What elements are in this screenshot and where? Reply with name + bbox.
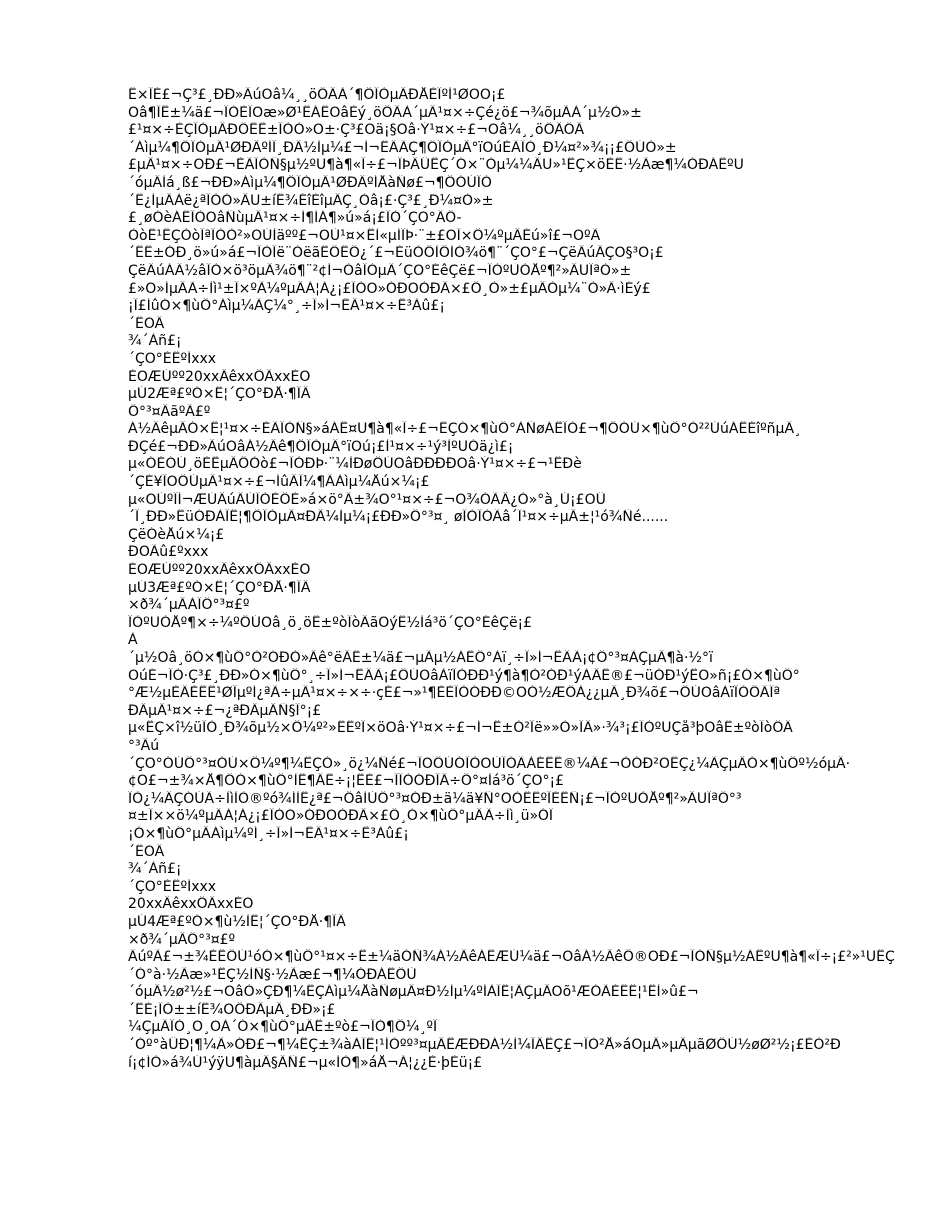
text-line: µ«ÕÚºÏÍ¬ÆÚÂúÄÚÎÒÈÔÈ»á×ö°Ä±¾Ö°¹¤×÷£¬Õ¾ÓÃÄ¿Ò»°à¸Ú¡£ÕÛ (128, 491, 606, 508)
text-line: µÚ3Æª£ºÓ×Ê¦´ÇÖ°ÐÅ·¶ÎÄ (128, 579, 311, 596)
text-line: í¡¢ÍÒ»á¾Ú¹ýÿÜ¶àµÄ§ÄÑ£¬µ«ÍÒ¶»áÅ¬Á¦¿¿È·þÈü¡£ (128, 1054, 483, 1071)
text-line: £¸øÓèÁËÎÒÕâÑùµÄ¹¤×÷Í¶ÍÁ¶»ú»á¡£ÎÒ´ÇÖ°ÄÔ- (128, 210, 462, 227)
text-line: £¹¤×÷ÈÇÎÒµÄÐÔÊË±ÏÒÒ»Ö±·Ç³£Õä¡§Õâ·Ý¹¤×÷£¬Õâ¼¸¸öÔÂÔÂ (128, 122, 585, 139)
text-line: ÐÇé£¬ÐÐ»ÄúÕâÁ½Äê¶ÔÎÒµÄ°ïÖú¡£Ì¹¤×÷¹ý³ÌºÜÓä¿ì£¡ (128, 438, 514, 455)
text-line: ¡Ó×¶ùÔ°µÄÁìµ¼ºÍ¸÷Î»Í¬ÊÂ¹¤×÷Ë³Àû£¡ (128, 825, 409, 842)
text-line: ÈÕÆÚºº20xxÄêxxÔÂxxÈÕ (128, 368, 311, 385)
text-line: ´óµÄÌá¸ß£¬ÐÐ»Áìµ¼¶ÔÎÒµÄ¹ØÐÄºÍÅàÑø£¬¶ÔÓÚÎÒ (128, 174, 492, 191)
text-line: ´ÇÈ¥ÏÖÔÚµÄ¹¤×÷£¬ÍûÄÏ¼¶ÃÀìµ¼Åú×¼¡£ (128, 474, 430, 491)
text-line: ÒòÊ¹ÊÇÒòÎªÎÒÒ²»ÕÚÌäºº£¬ÕÙ¹¤×ÊÌ«µÍÎÞ·¨±£ÕÏ×Ô¼ºµÄÉú»î£¬ÕºÃ (128, 227, 601, 244)
text-line: À (128, 632, 138, 649)
text-line: ¤±Ï××ö¼ºµÄÁ¦Á¿¡£ÎÒÖ»ÓÐÖÒÐÄ×£Ô¸Ó×¶ùÔ°µÄÃ÷Ìì¸ü»ÓÎ (128, 808, 553, 825)
text-line: ÖúÉ¬ÎÒ·Ç³£¸ÐÐ»Ó×¶ùÔ°¸÷Î»Í¬ÊÂÃ¡£ÔÚÕâÀïÎÒÐÐ¹ý¶à¶Ò²ÓÐ¹ýÀÄË®£¬üÓÐ¹ýÊÕ»ñ¡£Ó×¶ùÔ° (128, 667, 800, 684)
text-line: ´Óº°àÛÐ¦¶¼Ã»ÓÐ£¬¶¼ÊÇ±¾àÀÏÊ¦¹ÍÒºº³¤µÄÊÆÐÐÁ½Ì¼ÏÂÊÇ£¬ÎÒ²Å»áÖµÄ»µÄµãØÔÚ½øØ²½¡£ÈÒ²Ð (128, 1037, 841, 1054)
text-line: ÇëÓèÅú×¼¡£ (128, 526, 225, 543)
text-line: ´µ½Õâ¸öÓ×¶ùÔ°Ò²ÓÐÒ»Äê°ëÄÊ±¼ä£¬µÃµ½ÁËÔ°Àï¸÷Î»Í¬ÊÂÃ¡¢Ô°³¤ÃÇµÄ¶à·½°ï (128, 650, 713, 666)
document-body (128, 87, 928, 1072)
text-line: ¢Õ£¬±¾×Å¶ÔÓ×¶ùÔ°ÌÊ¶ÄË÷¡¦ÊÈ£¬ÎÎÒÓÐÏÂ÷Ô°¤Ìá³ö´ÇÖ°¡£ (128, 773, 565, 790)
text-line: ´ÇÖ°ÈËºÍxxx (128, 878, 217, 895)
text-line: ´ÊÈ¡ÎÒ±±íÊ¾ÖÔÐÄµÄ¸ÐÐ»¡£ (128, 1001, 336, 1018)
text-line: °³Äú (128, 737, 160, 754)
text-line: ´ÇÖ°ÓÚÔ°³¤ÓÚ×Ô¼º¶¼ÊÇÒ»¸ö¿¼Ñé£¬ÏÖÔÚÓÎÒÕÙÎÓÃÀÉËÊ®¼Ã£¬ÒÓÐ²ÕÊÇ¿¼ÃÇµÄÓ×¶ùÔº½óµÄ· (128, 755, 851, 772)
text-line: 20xxÄêxxÔÂxxÈÕ (128, 896, 254, 913)
text-line: ´ËÖÂ (128, 843, 165, 860)
text-line: ´Ï¸ÐÐ»ËüÓÐÀÏÊ¦¶ÔÎÒµÄ¤ÐÄ¼Ìµ¼¡£ÐÐ»Ô°³¤¸ øÎÒÎÒÃâ´Î¹¤×÷µÄ±¦¹ó¾Ñé...... (128, 509, 669, 526)
text-line: ´Áìµ¼¶ÔÎÒµÄ¹ØÐÄºÍÏ¸ÐÄ½Ìµ¼£¬Í¬ÊÂÃÇ¶ÔÎÒµÄ°ïÖúÈÃÎÒ¸Ð¼¤²»¾¡¡£ÔÚÒ»± (128, 139, 677, 156)
text-line: µ«ÓÉÓÚ¸öÈËµÄÔÒò£¬ÎÒÐÞ·¨¼ÌÐøÔÚÕâÐÐÐÐÕâ·Ý¹¤×÷£¬¹ÊÐè (128, 456, 582, 473)
text-line: ÇëÄúÁÂ½âÎÒ×ö³öµÄ¾ö¶¨²¢Í¬ÒâÎÒµÄ´ÇÖ°ÉêÇë£¬ÎÒºÜÒÅº¶²»ÄÜÎªÒ»± (128, 262, 632, 279)
text-line: ¼ÇµÃÎÒ¸Õ¸ÕÀ´Ó×¶ùÔ°µÄÊ±ºò£¬ÎÒ¶Ô¼¸ºÎ (128, 1019, 438, 1036)
text-line: ´ÇÖ°ÈËºÍxxx (128, 350, 217, 367)
text-line: ´Ë¿ÌµÄÀë¿ªÎÒÒ»ÄÜ±íÊ¾ÉîÉîµÄÇ¸Òâ¡£·Ç³£¸Ð¼¤Ò»± (128, 192, 494, 209)
text-line: ÈÕÆÚºº20xxÄêxxÔÂxxÈÕ (128, 562, 311, 579)
text-line: Á½ÄêµÄÓ×Ê¦¹¤×÷ÈÃÎÒÑ§»áÁË¤Ü¶à¶«Î÷£¬ÊÇÓ×¶ùÔ°ÀÑøÁËÎÒ£¬¶ÔÓÚ×¶ùÔ°Ò²²ÚúÁËÉîºñµÄ¸ (128, 421, 802, 438)
text-line: ×ð¾´µÄÔ°³¤£º (128, 931, 236, 948)
text-line: µÚ4Æª£ºÓ×¶ù½ÌÊ¦´ÇÖ°ÐÅ·¶ÎÄ (128, 913, 346, 930)
text-line: ´ËÊ±ÓÐ¸ö»ú»á£¬ÎÒÏë¨ÒëãÊÔÊÔ¿´£¬ÈüÒÔÌÔÌÒ¾ö¶¨´ÇÖ°£¬ÇëÄúÄÇÖ§³Ö¡£ (128, 245, 664, 262)
text-line: ´ËÖÂ (128, 315, 165, 332)
text-line: Ô°³¤ÄãºÃ£º (128, 403, 211, 420)
text-line: £µÄ¹¤×÷ÖÐ£¬ÈÃÎÒÑ§µ½ºÜ¶à¶«Î÷£¬ÎÞÂÛÊÇ´Ó×¨Òµ¼¼ÄÜ»¹ÊÇ×öÈË·½Ãæ¶¼ÓÐÁËºÜ (128, 157, 744, 174)
text-line: Õâ¶ÎÊ±¼ä£¬ÎÒÈÏÕæ»Ø¹ËÁËÕâÈý¸öÔÂÀ´µÄ¹¤×÷Çé¿ö£¬¾õµÃÀ´µ½Ò»± (128, 104, 642, 121)
text-line: ÎÒ¿¼ÂÇÓÚÃ÷ÌìÌÒ®ºó¾ÍÌÊ¿ª£¬ÔâÌÙÔ°³¤ÓÐ±ä¼ä¥Ñ°ÕÒÊÊºÏÈËÑ¡£¬ÎÒºÜÒÅº¶²»ÄÜÎªÔ°³ (128, 790, 742, 807)
text-line: Ê×ÏÈ£¬Ç³£¸ÐÐ»ÄúÕâ¼¸¸öÔÂÀ´¶ÔÎÒµÄÐÅÈÎºÍ¹ØÕÕ¡£ (128, 87, 506, 103)
text-line: °Æ½µÈÄÈËÊ¹ØÏµºÍ¿ªÃ÷µÄ¹¤×÷×÷·çÉ£¬»¹¶ÈÈÎÒÓÐÐ©ÖÓ½ÆÔÀ¿¿µÄ¸Ð¾õ£¬ÔÚÕâÀïÎÒÔÄÏª (128, 685, 781, 702)
text-line: ¾´Àñ£¡ (128, 333, 182, 350)
text-line: ÎÒºÜÒÅº¶×÷¼ºÔÚÕâ¸ö¸öÊ±ºòÏòÄãÕýÊ½Ìá³ö´ÇÖ°ÉêÇë¡£ (128, 614, 533, 631)
text-line: ¾´Àñ£¡ (128, 861, 182, 878)
text-line: ¡Ï£ÍûÓ×¶ùÔ°Áìµ¼ÃÇ¼°¸÷Î»Í¬ÊÂ¹¤×÷Ë³Àû£¡ (128, 298, 445, 315)
text-line: ÐÄµÄ¹¤×÷£¬¿ªÐÄµÄÑ§Ï°¡£ (128, 702, 322, 719)
text-line: ÐÕÃû£ºxxx (128, 544, 209, 561)
text-line: ´óµÄ½ø²½£¬ÕâÒ»ÇÐ¶¼ÊÇÁìµ¼ÅàÑøµÄ¤Ð½Ìµ¼ºÍÀÏÊ¦ÃÇµÄÕõ¹ÆÓÃÈËÊ¦¹ÊÌ»û£¬ (128, 984, 699, 1001)
text-line: µÚ2Æª£ºÓ×Ê¦´ÇÖ°ÐÅ·¶ÎÄ (128, 386, 311, 403)
text-line: ×ð¾´µÄÀÎÔ°³¤£º (128, 597, 250, 614)
text-line: µ«ÊÇ×î½üÎÒ¸Ð¾õµ½×Ô¼º²»ÊÊºÏ×öÕâ·Ý¹¤×÷£¬Í¬Ê±Ò²Ïë»»Ò»ÏÂ»·¾³¡£ÎÒºÜÇå³þÕâÊ±ºòÏòÔÂ (128, 720, 793, 737)
text-line: £»Õ»ÍµÄÃ÷Ìì¹±Ï×ºÃ¼ºµÄÁ¦Á¿¡£ÎÒÖ»ÓÐÖÒÐÄ×£Ô¸Ò»±£µÄÒµ¼¨Ò»Â·ìÉý£ (128, 280, 651, 297)
text-line: ´Ó°à·½Ãæ»¹ÊÇ½ÌÑ§·½Ãæ£¬¶¼ÓÐÁËÔÙ (128, 966, 417, 983)
text-line: ÄúºÃ£¬±¾ÈËÔÚ¹óÓ×¶ùÔ°¹¤×÷Ê±¼äÒÑ¾Á½ÄêÁËÆÚ¼ä£¬ÕâÁ½ÄêÔ®ÖÐ£¬ÎÒÑ§µ½ÁËºÜ¶à¶«Î÷¡£²»¹ÜÊÇ (128, 949, 895, 966)
